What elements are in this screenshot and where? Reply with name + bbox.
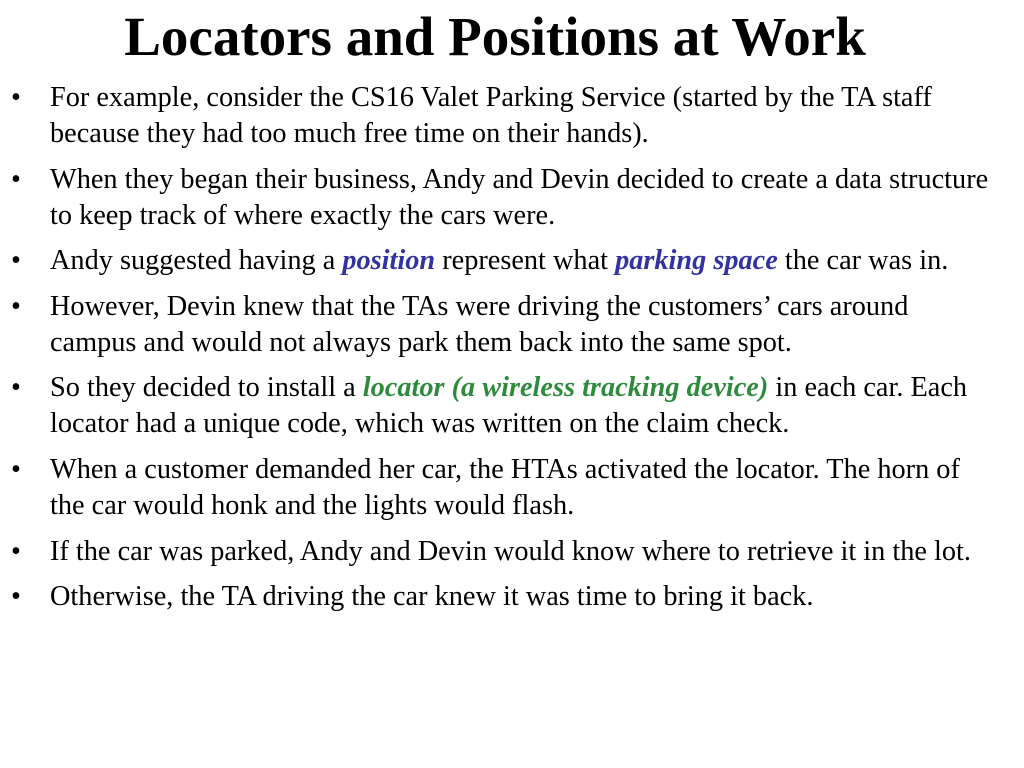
- bullet-marker: •: [11, 245, 21, 277]
- bullet-text: However, Devin knew that the TAs were driving the customers’ cars around campus and would not always park them back into the same spot.: [50, 290, 909, 358]
- bullet-item-8: [0, 579, 1000, 615]
- bullet-marker: •: [11, 535, 21, 567]
- bullet-item-1: [0, 80, 1000, 152]
- bullet-marker: •: [11, 163, 21, 195]
- bullet-marker: •: [11, 453, 21, 485]
- bullet-marker: •: [11, 82, 21, 113]
- bullet-marker: •: [11, 290, 21, 322]
- bullet-item-4: [0, 289, 1000, 361]
- bullet-item-5: [0, 370, 1000, 442]
- bullet-text-after: the car was in.: [777, 245, 949, 277]
- term-position: position: [342, 245, 436, 277]
- term-locator: locator (a wireless tracking device): [362, 372, 769, 404]
- bullet-item-6: [0, 452, 1000, 524]
- bullet-text-before: So they decided to install a: [50, 372, 363, 404]
- bullet-text: Otherwise, the TA driving the car knew it was time to bring it back.: [50, 581, 814, 613]
- bullet-item-3: [0, 243, 1000, 279]
- term-parking-space: parking space: [615, 245, 778, 277]
- bullet-text-middle: represent what: [435, 245, 616, 277]
- bullet-text: When they began their business, Andy and Devin decided to create a data structure to keep track of where exactly the cars were.: [50, 163, 989, 231]
- bullet-text-before: Andy suggested having a: [50, 245, 343, 277]
- bullet-list: [0, 80, 1000, 625]
- bullet-item-7: [0, 534, 1000, 570]
- bullet-text: If the car was parked, Andy and Devin would know where to retrieve it in the lot.: [50, 535, 971, 567]
- bullet-item-2: [0, 162, 1000, 234]
- bullet-text: For example, consider the CS16 Valet Parking Service (started by the TA staff because they had too much free time on their hands).: [50, 82, 932, 149]
- bullet-text: When a customer demanded her car, the HTAs activated the locator. The horn of the car would honk and the lights would flash.: [50, 453, 960, 521]
- bullet-text-after: in each car. Each locator had a unique code, which was written on the claim check.: [50, 372, 968, 440]
- bullet-marker: •: [11, 372, 21, 404]
- bullet-marker: •: [11, 581, 21, 613]
- slide-title: Locators and Positions at Work: [124, 6, 866, 67]
